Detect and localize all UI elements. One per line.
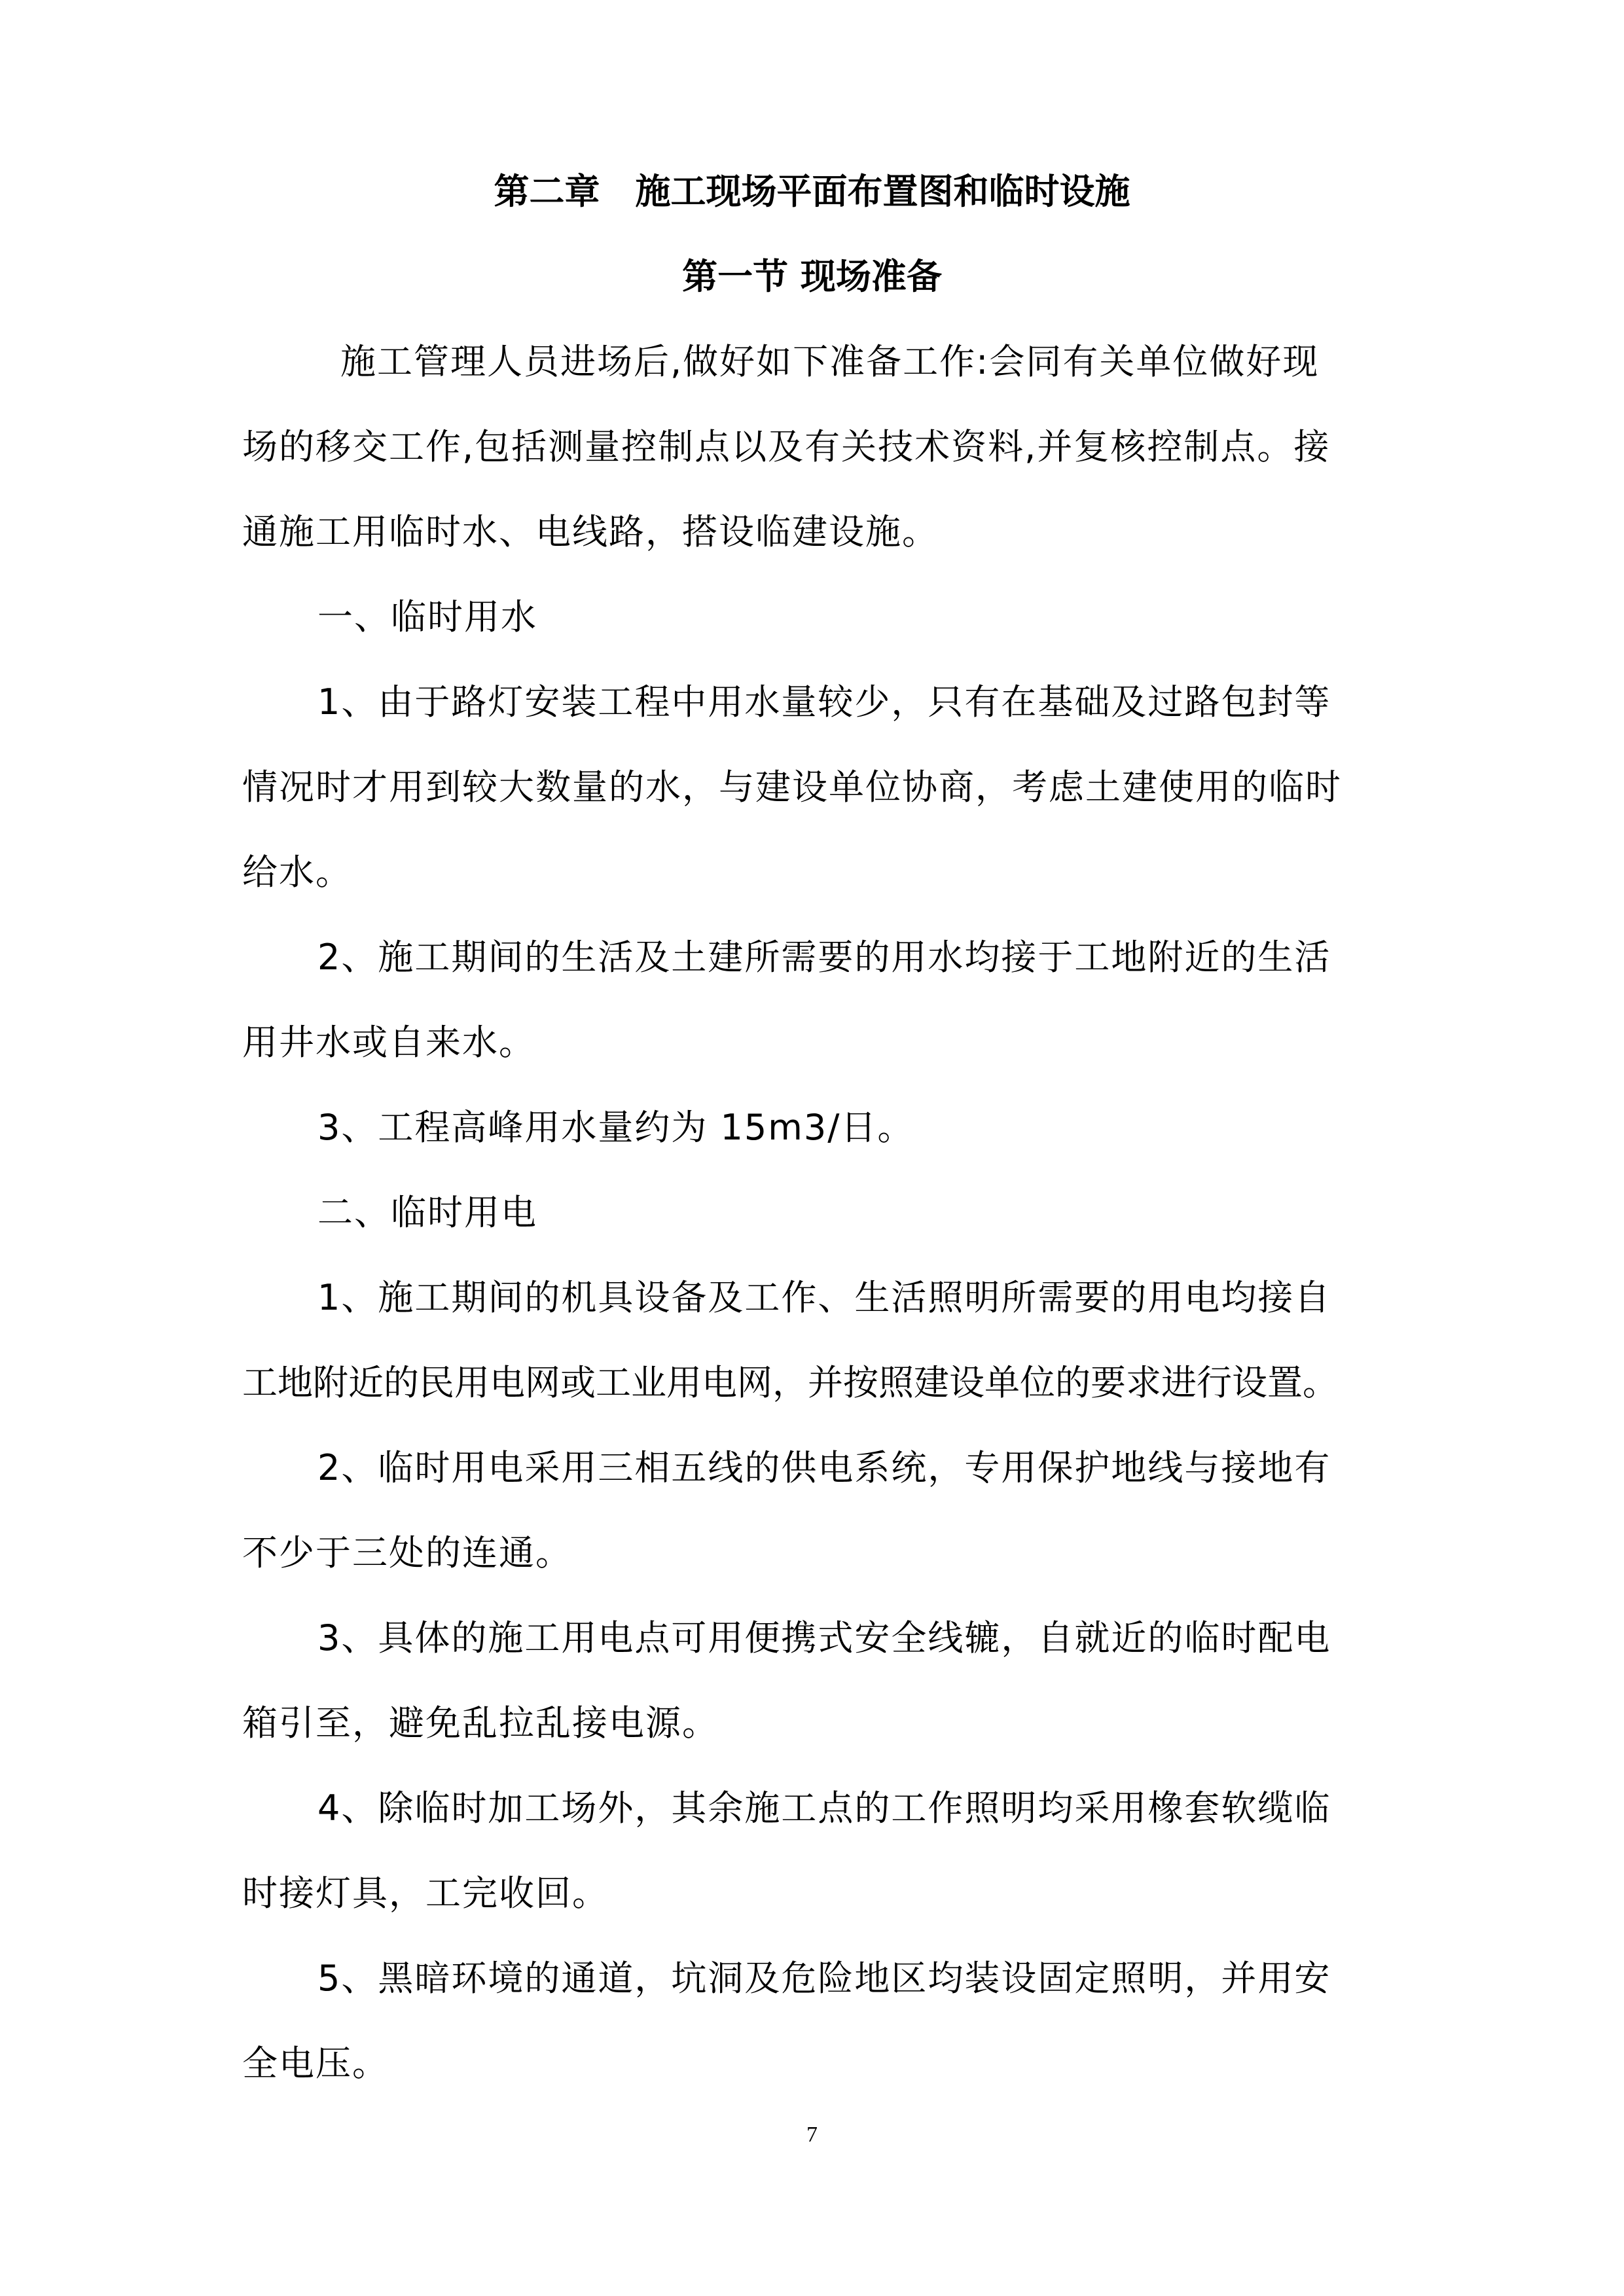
electricity-item-5-line-1: 5、黑暗环境的通道，坑洞及危险地区均装设固定照明，并用安 [317, 1958, 1331, 1999]
electricity-item-5-line-2: 全电压。 [242, 2043, 389, 2084]
intro-line-1: 施工管理人员进场后,做好如下准备工作:会同有关单位做好现 [340, 341, 1320, 382]
water-heading: 一、临时用水 [317, 596, 537, 637]
water-item-1-line-1: 1、由于路灯安装工程中用水量较少，只有在基础及过路包封等 [317, 681, 1331, 723]
water-item-2-line-2: 用井水或自来水。 [242, 1022, 535, 1063]
electricity-item-3-line-1: 3、具体的施工用电点可用便携式安全线辘，自就近的临时配电 [317, 1617, 1331, 1659]
intro-line-2: 场的移交工作,包括测量控制点以及有关技术资料,并复核控制点。接 [242, 426, 1331, 467]
page-number: 7 [806, 2123, 818, 2147]
electricity-heading: 二、临时用电 [317, 1192, 537, 1233]
electricity-item-2-line-1: 2、临时用电采用三相五线的供电系统，专用保护地线与接地有 [317, 1447, 1331, 1488]
electricity-item-1-line-2: 工地附近的民用电网或工业用电网，并按照建设单位的要求进行设置。 [242, 1362, 1338, 1403]
chapter-title: 第二章 施工现场平面布置图和临时设施 [494, 171, 1130, 212]
section-title: 第一节 现场准备 [682, 256, 942, 297]
electricity-item-3-line-2: 箱引至，避免乱拉乱接电源。 [242, 1702, 719, 1744]
electricity-item-1-line-1: 1、施工期间的机具设备及工作、生活照明所需要的用电均接自 [317, 1277, 1331, 1318]
water-item-1-line-2: 情况时才用到较大数量的水，与建设单位协商，考虑土建使用的临时 [242, 766, 1342, 808]
electricity-item-4-line-1: 4、除临时加工场外，其余施工点的工作照明均采用橡套软缆临 [317, 1787, 1331, 1829]
water-item-1-line-3: 给水。 [242, 852, 352, 893]
electricity-item-2-line-2: 不少于三处的连通。 [242, 1532, 572, 1573]
electricity-item-4-line-2: 时接灯具，工完收回。 [242, 1873, 609, 1914]
water-item-3-line-1: 3、工程高峰用水量约为 15m3/日。 [317, 1107, 914, 1148]
water-item-2-line-1: 2、施工期间的生活及土建所需要的用水均接于工地附近的生活 [317, 937, 1331, 978]
intro-line-3: 通施工用临时水、电线路，搭设临建设施。 [242, 511, 939, 552]
